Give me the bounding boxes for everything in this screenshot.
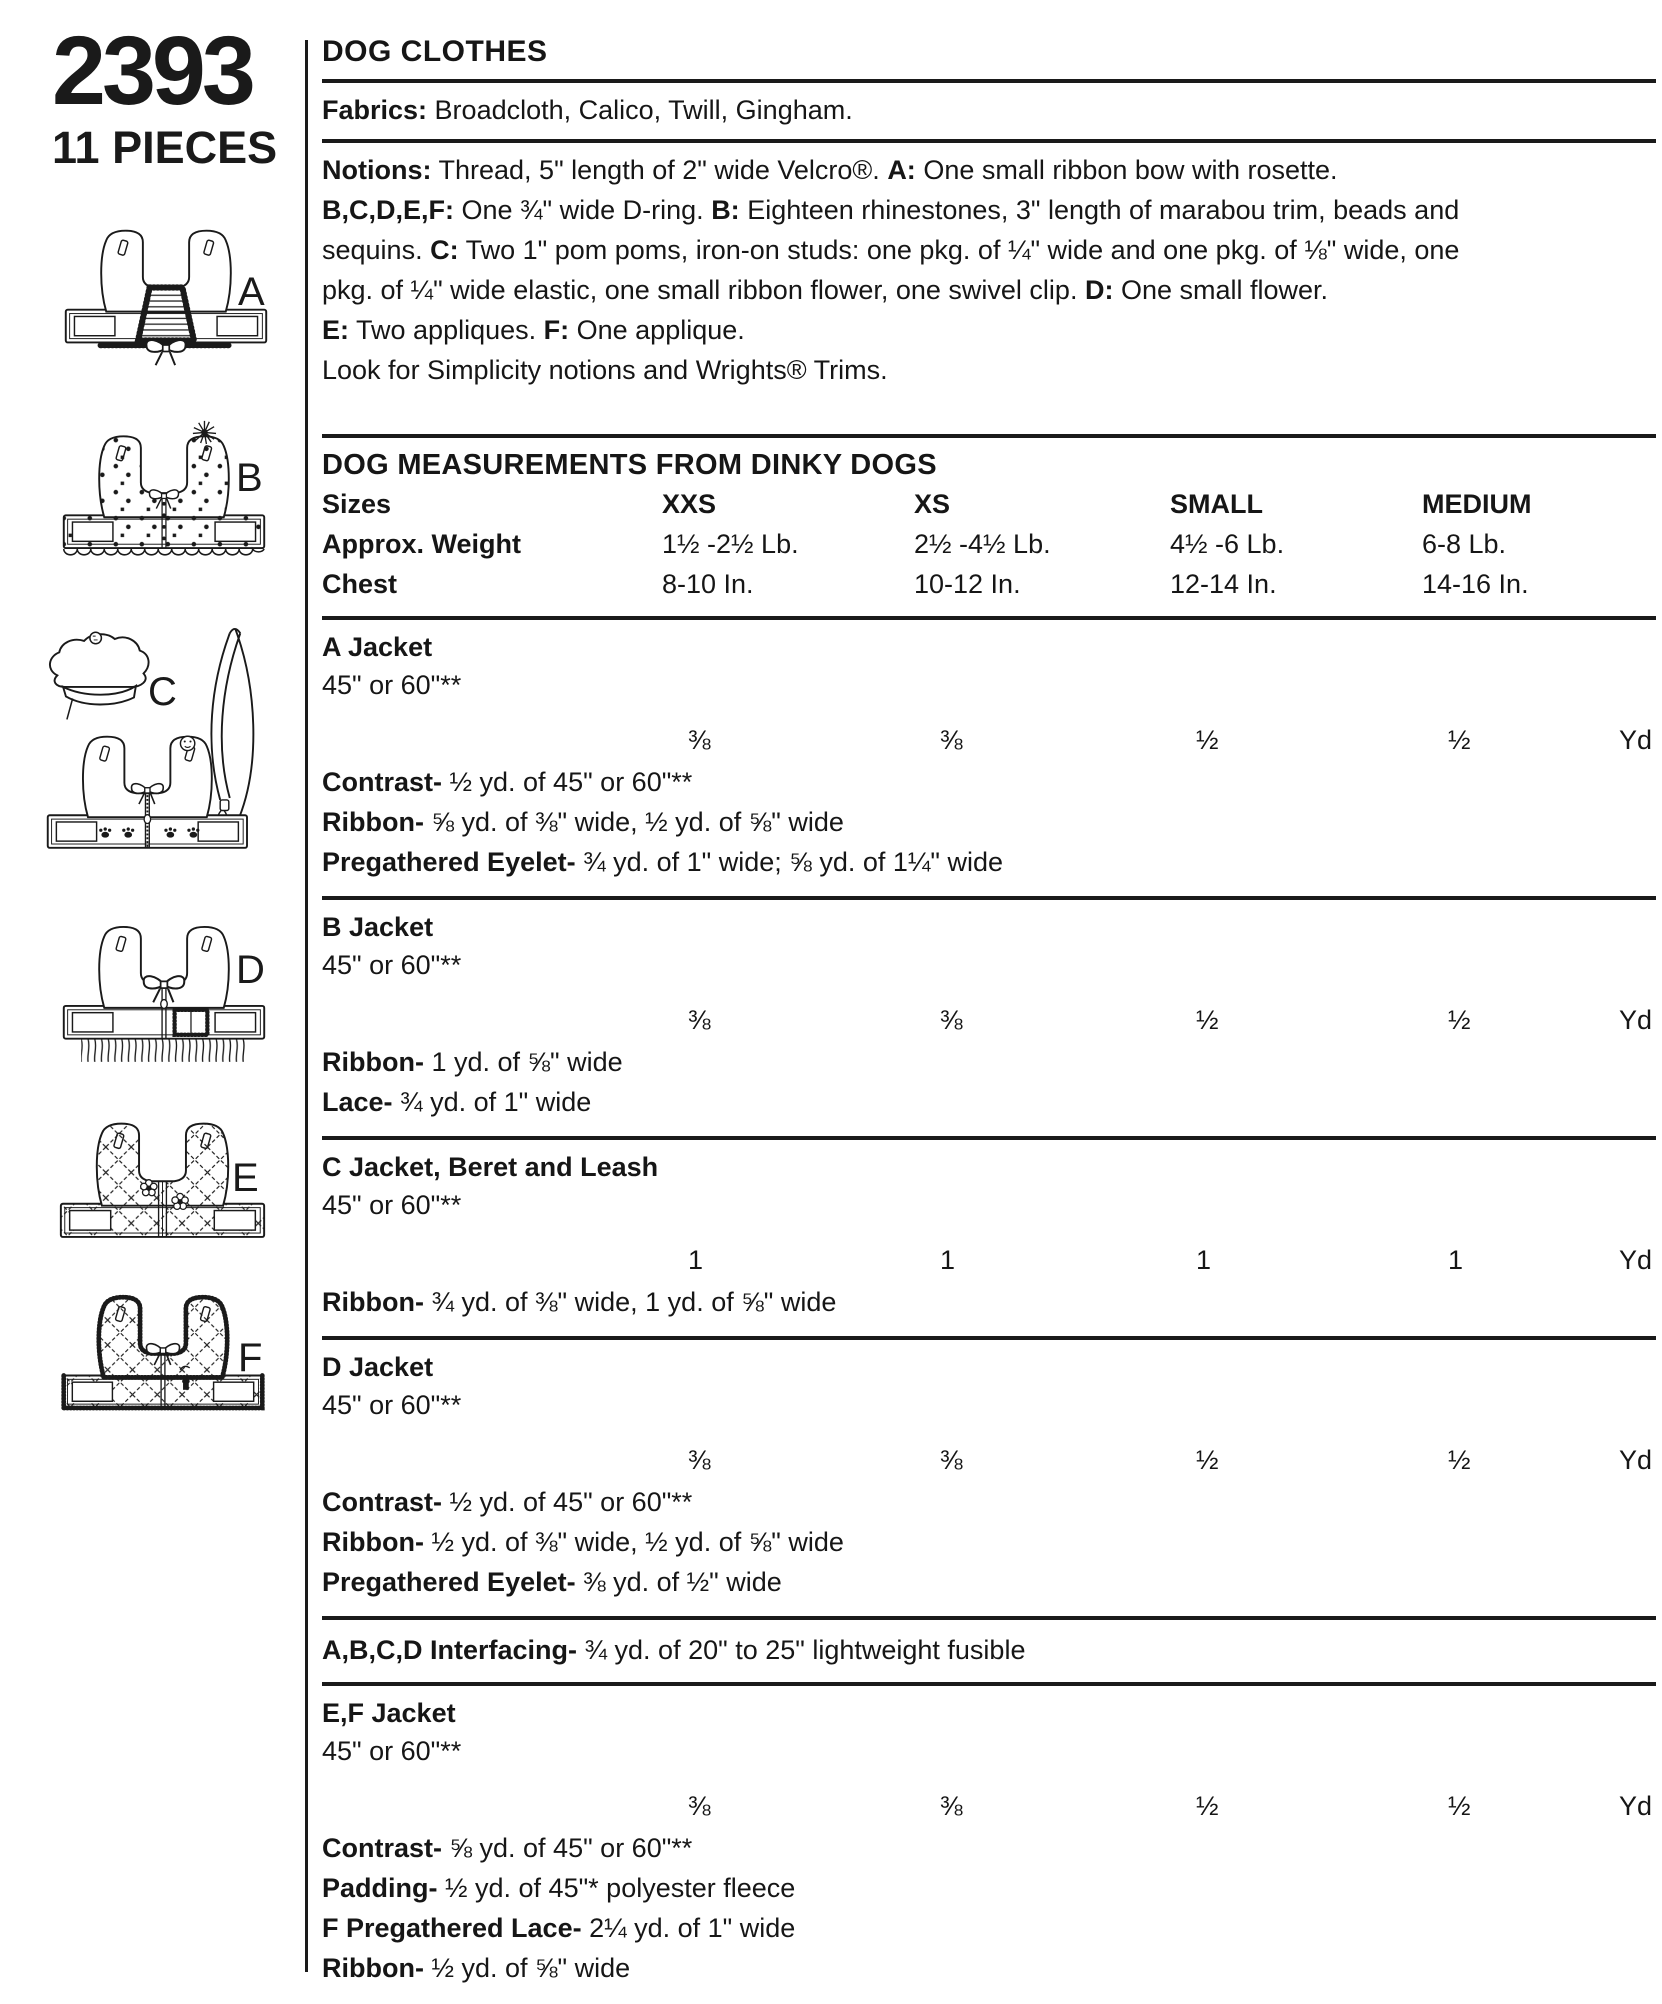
yardage-values-row — [322, 1240, 1656, 1280]
note-text: ½ yd. of ⅝" wide — [423, 1953, 631, 1983]
size-col-medium: MEDIUM — [1422, 489, 1532, 519]
spacer — [322, 390, 1656, 434]
note-text: ½ yd. of 45" or 60"** — [442, 1487, 693, 1517]
note-label: Contrast- — [322, 767, 442, 797]
view-e-label: E — [232, 1156, 259, 1200]
chest-cell: 10-12 In. — [914, 569, 1021, 599]
fabrics-text: Broadcloth, Calico, Twill, Gingham. — [427, 95, 853, 125]
row-label: Sizes — [322, 489, 392, 519]
yardage-unit: Yd — [1618, 1445, 1652, 1475]
fabrics-label: Fabrics: — [322, 95, 428, 125]
jacket-f-drawing — [58, 1286, 268, 1444]
fabric-width: 45" or 60"** — [322, 670, 462, 700]
chest-row — [322, 564, 1656, 604]
yardage-note — [322, 1282, 1656, 1322]
chest-cell: 8-10 In. — [662, 569, 754, 599]
view-c-illustration — [42, 622, 270, 884]
interfacing-bar — [322, 1616, 1656, 1682]
yardage-value: ½ — [1196, 1005, 1219, 1035]
note-label: Ribbon- — [322, 1047, 424, 1077]
yardage-value: ⅜ — [688, 725, 711, 755]
yardage-value: ½ — [1448, 1005, 1471, 1035]
notions-line: B,C,D,E,F: One ¾" wide D-ring. B: Eighteen rhinestones, 3" length of marabou trim, beads and — [322, 195, 1460, 225]
yardage-unit: Yd — [1618, 725, 1652, 755]
yardage-value: ⅜ — [688, 1005, 711, 1035]
weight-cell: 1½ -2½ Lb. — [662, 529, 799, 559]
note-text: ¾ yd. of 1" wide — [392, 1087, 592, 1117]
yardage-value: ½ — [1196, 1791, 1219, 1821]
interfacing-text: ¾ yd. of 20" to 25" lightweight fusible — [577, 1635, 1026, 1665]
yardage-value: 1 — [1448, 1245, 1464, 1275]
brand-block — [52, 16, 302, 173]
row-label: Chest — [322, 569, 398, 599]
interfacing-label: A,B,C,D Interfacing- — [322, 1635, 578, 1665]
weight-cell: 4½ -6 Lb. — [1170, 529, 1285, 559]
measurements-block — [322, 434, 1656, 616]
pieces-count: 11 PIECES — [52, 122, 278, 173]
yardage-note — [322, 1082, 1656, 1122]
view-f-label: F — [238, 1336, 263, 1380]
note-text: 1 yd. of ⅝" wide — [423, 1047, 623, 1077]
note-label: Ribbon- — [322, 807, 424, 837]
yardage-value: 1 — [1196, 1245, 1212, 1275]
yardage-note — [322, 1522, 1656, 1562]
chest-cell: 14-16 In. — [1422, 569, 1529, 599]
notions-line: Look for Simplicity notions and Wrights® Trims. — [322, 355, 888, 385]
note-label: Contrast- — [322, 1487, 442, 1517]
fabric-width: 45" or 60"** — [322, 950, 462, 980]
view-a-label: A — [238, 270, 265, 314]
yardage-values-row — [322, 1000, 1656, 1040]
notions-line: Notions: Thread, 5" length of 2" wide Velcro®. A: One small ribbon bow with rosette. — [322, 155, 1338, 185]
note-text: ⅝ yd. of ⅜" wide, ½ yd. of ⅝" wide — [423, 807, 844, 837]
yardage-values-row — [322, 720, 1656, 760]
yardage-note — [322, 1868, 1656, 1908]
row-label: Approx. Weight — [322, 529, 521, 559]
yardage-section-b — [322, 896, 1656, 1136]
yardage-value: ⅜ — [688, 1445, 711, 1475]
note-label: Contrast- — [322, 1833, 442, 1863]
yardage-unit: Yd — [1618, 1245, 1652, 1275]
fabrics-line — [322, 90, 1656, 130]
section-title: E,F Jacket — [322, 1698, 456, 1728]
size-col-small: SMALL — [1170, 489, 1263, 519]
notions-line: sequins. C: Two 1" pom poms, iron-on studs: one pkg. of ¼" wide and one pkg. of ⅛" wide, one — [322, 235, 1460, 265]
note-text: ½ yd. of 45" or 60"** — [442, 767, 693, 797]
notions-line: pkg. of ¼" wide elastic, one small ribbon flower, one swivel clip. D: One small flower. — [322, 275, 1329, 305]
yardage-value: ½ — [1196, 725, 1219, 755]
yardage-note — [322, 1482, 1656, 1522]
fabric-width: 45" or 60"** — [322, 1736, 462, 1766]
note-text: ¾ yd. of ⅜" wide, 1 yd. of ⅝" wide — [423, 1287, 837, 1317]
note-label: Ribbon- — [322, 1527, 424, 1557]
yardage-section-ef — [322, 1682, 1656, 2002]
yardage-section-a — [322, 616, 1656, 896]
weight-cell: 6-8 Lb. — [1422, 529, 1507, 559]
note-label: Lace- — [322, 1087, 393, 1117]
yardage-note — [322, 1562, 1656, 1602]
view-b-label: B — [236, 456, 263, 500]
note-label: Ribbon- — [322, 1953, 424, 1983]
view-f-illustration — [58, 1286, 268, 1448]
yardage-section-d — [322, 1336, 1656, 1616]
size-col-xs: XS — [914, 489, 951, 519]
beret-drawing — [50, 632, 149, 719]
yardage-note — [322, 762, 1656, 802]
fabric-width: 45" or 60"** — [322, 1390, 462, 1420]
yardage-value: ½ — [1448, 1445, 1471, 1475]
yardage-value: ⅜ — [940, 1791, 963, 1821]
fabric-width: 45" or 60"** — [322, 1190, 462, 1220]
sizes-row — [322, 484, 1656, 524]
doc-title: DOG CLOTHES — [322, 35, 548, 68]
jacket-c-drawing — [42, 622, 270, 884]
notions-paragraph — [322, 150, 1656, 390]
yardage-unit: Yd — [1618, 1005, 1652, 1035]
measurements-title: DOG MEASUREMENTS FROM DINKY DOGS — [322, 449, 937, 481]
yardage-values-row — [322, 1440, 1656, 1480]
note-label: Ribbon- — [322, 1287, 424, 1317]
note-label: Pregathered Eyelet- — [322, 1567, 576, 1597]
yardage-section-c — [322, 1136, 1656, 1336]
yardage-note — [322, 1042, 1656, 1082]
yardage-values-row — [322, 1786, 1656, 1826]
yardage-value: ⅜ — [940, 1445, 963, 1475]
section-title: B Jacket — [322, 912, 434, 942]
view-d-label: D — [236, 948, 265, 992]
note-text: ⅝ yd. of 45" or 60"** — [442, 1833, 693, 1863]
yardage-unit: Yd — [1618, 1791, 1652, 1821]
notions-line: E: Two appliques. F: One applique. — [322, 315, 745, 345]
yardage-value: ⅜ — [940, 725, 963, 755]
yardage-value: ½ — [1196, 1445, 1219, 1475]
yardage-value: ½ — [1448, 1791, 1471, 1821]
note-text: ¾ yd. of 1" wide; ⅝ yd. of 1¼" wide — [575, 847, 1004, 877]
weight-row — [322, 524, 1656, 564]
vertical-divider — [305, 40, 308, 1972]
weight-cell: 2½ -4½ Lb. — [914, 529, 1051, 559]
interfacing-line — [322, 1630, 1656, 1670]
yardage-value: ½ — [1448, 725, 1471, 755]
section-title: A Jacket — [322, 632, 433, 662]
content-column — [322, 34, 1656, 2002]
yardage-note — [322, 802, 1656, 842]
yardage-value: 1 — [940, 1245, 956, 1275]
yardage-note — [322, 1908, 1656, 1948]
note-label: Pregathered Eyelet- — [322, 847, 576, 877]
yardage-value: ⅜ — [688, 1791, 711, 1821]
chest-cell: 12-14 In. — [1170, 569, 1277, 599]
rule-under-title — [322, 79, 1656, 83]
note-text: ½ yd. of 45"* polyester fleece — [437, 1873, 796, 1903]
note-label: Padding- — [322, 1873, 438, 1903]
size-col-xxs: XXS — [662, 489, 717, 519]
yardage-value: ⅜ — [940, 1005, 963, 1035]
rule-under-fabrics — [322, 139, 1656, 143]
section-title: C Jacket, Beret and Leash — [322, 1152, 659, 1182]
yardage-note — [322, 1828, 1656, 1868]
section-title: D Jacket — [322, 1352, 434, 1382]
note-text: 2¼ yd. of 1" wide — [581, 1913, 796, 1943]
note-text: ½ yd. of ⅜" wide, ½ yd. of ⅝" wide — [423, 1527, 844, 1557]
note-text: ⅜ yd. of ½" wide — [575, 1567, 782, 1597]
yardage-note — [322, 842, 1656, 882]
jacket-d-drawing — [58, 922, 270, 1086]
note-label: F Pregathered Lace- — [322, 1913, 582, 1943]
yardage-note — [322, 1948, 1656, 1988]
view-c-label: C — [148, 670, 177, 714]
yardage-value: 1 — [688, 1245, 704, 1275]
leash-drawing — [211, 629, 253, 826]
pattern-number: 2393 — [52, 16, 252, 125]
